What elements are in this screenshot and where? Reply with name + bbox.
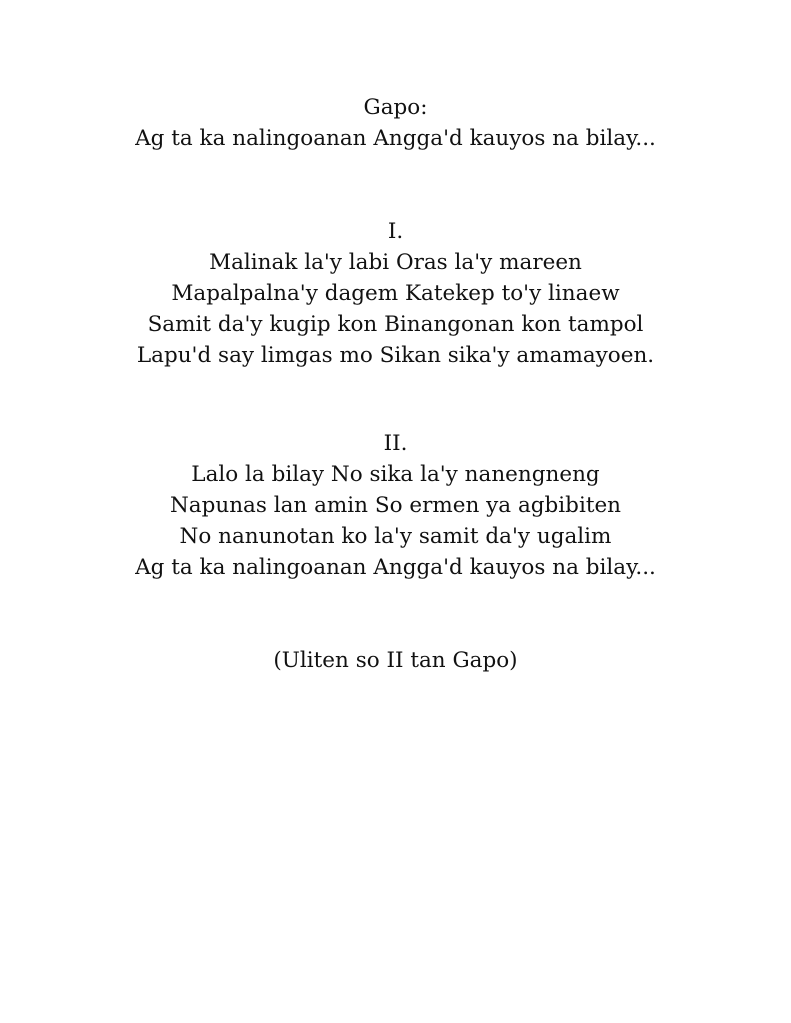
verse-one-line: Mapalpalna'y dagem Katekep to'y linaew bbox=[171, 281, 620, 306]
verse-two-heading: II. bbox=[383, 431, 408, 456]
verse-two-line: Ag ta ka nalingoanan Angga'd kauyos na bilay... bbox=[135, 555, 656, 580]
chorus-heading: Gapo: bbox=[363, 95, 428, 120]
repeat-note-text: (Uliten so II tan Gapo) bbox=[273, 648, 518, 673]
chorus-line: Ag ta ka nalingoanan Angga'd kauyos na bilay... bbox=[135, 126, 656, 151]
verse-one-line: Samit da'y kugip kon Binangonan kon tampol bbox=[147, 312, 644, 337]
verse-one-line: Malinak la'y labi Oras la'y mareen bbox=[209, 250, 582, 275]
verse-two-line: Lalo la bilay No sika la'y nanengneng bbox=[191, 462, 600, 487]
chorus-stanza bbox=[0, 92, 791, 154]
verse-two-line: Napunas lan amin So ermen ya agbibiten bbox=[169, 493, 622, 518]
verse-one-line: Lapu'd say limgas mo Sikan sika'y amamayoen. bbox=[136, 343, 655, 368]
verse-two-stanza bbox=[0, 428, 791, 583]
verse-one-stanza bbox=[0, 216, 791, 371]
verse-one-heading: I. bbox=[387, 219, 404, 244]
verse-two-line: No nanunotan ko la'y samit da'y ugalim bbox=[179, 524, 612, 549]
repeat-note bbox=[0, 645, 791, 676]
